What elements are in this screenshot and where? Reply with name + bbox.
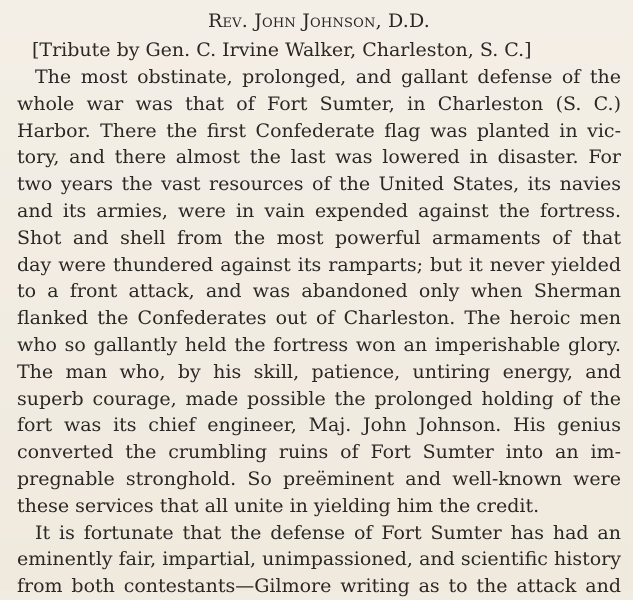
text-line: The man who, by his skill, patience, untiring energy, and <box>17 360 621 383</box>
text-line: Harbor. There the first Confederate flag was planted in vic- <box>17 119 621 142</box>
text-line: tory, and there almost the last was lowered in disaster. For <box>17 146 621 169</box>
text-line: converted the crumbling ruins of Fort Sumter into an im- <box>17 441 621 464</box>
paragraph-2 <box>17 520 621 600</box>
text-line: day were thundered against its ramparts; but it never yielded <box>17 253 621 276</box>
text-line: two years the vast resources of the United States, its navies <box>17 173 621 196</box>
text-line: whole war was that of Fort Sumter, in Charleston (S. C.) <box>17 92 621 115</box>
text-line: flanked the Confederates out of Charleston. The heroic men <box>17 307 621 330</box>
text-line: who so gallantly held the fortress won an imperishable glory. <box>17 333 621 356</box>
text-line: fort was its chief engineer, Maj. John Johnson. His genius <box>17 414 621 437</box>
text-line: these services that all unite in yielding him the credit. <box>17 494 540 517</box>
text-line: eminently fair, impartial, unimpassioned, and scientific history <box>17 548 621 571</box>
tribute-attribution: [Tribute by Gen. C. Irvine Walker, Charleston, S. C.] <box>32 39 532 61</box>
text-line: Shot and shell from the most powerful armaments of that <box>17 226 621 249</box>
text-line: The most obstinate, prolonged, and gallant defense of the <box>35 66 621 88</box>
page-heading: Rev. John Johnson, D.D. <box>207 10 431 32</box>
paragraph-1 <box>17 64 621 520</box>
text-line: superb courage, made possible the prolonged holding of the <box>17 387 621 410</box>
text-line: pregnable stronghold. So preëminent and well-known were <box>17 467 621 490</box>
text-line: and its armies, were in vain expended against the fortress. <box>17 199 621 222</box>
text-line: It is fortunate that the defense of Fort Sumter has had an <box>35 521 621 544</box>
text-line: to a front attack, and was abandoned only when Sherman <box>17 280 621 303</box>
text-line: from both contestants—Gilmore writing as to the attack and <box>17 575 621 598</box>
